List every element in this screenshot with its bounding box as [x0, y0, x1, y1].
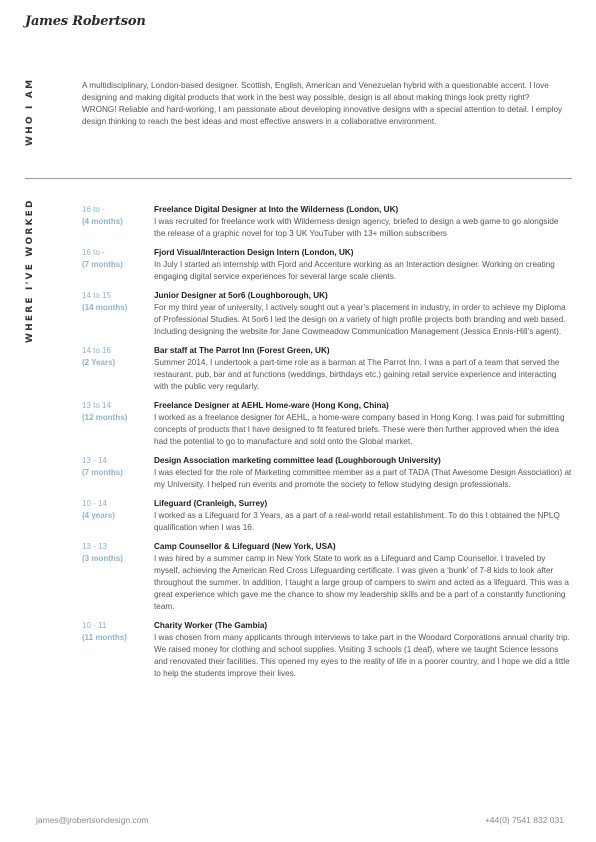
job-range: 13 to 14: [82, 401, 111, 410]
job-duration: (12 months): [82, 413, 128, 422]
job-duration: (7 months): [82, 260, 123, 269]
job-duration: (2 Years): [82, 358, 116, 367]
job-range: 14 to 15: [82, 291, 111, 300]
job-description: I was hired by a summer camp in New York State to work as a Lifeguard and Camp Counsellor. I traveled by myself, achieving the American Red Cross Lifeguarding certificate. I was given a ‘bunk’ of 7-8 kids to look after throughout the summer. In addition, I taught a large group of campers to swim and acted as a lifeguard. This was a great experience which gave me the chance to show my leadership skills and be a part of a constantly functioning team.: [154, 554, 569, 611]
job-period: [82, 400, 152, 424]
job-entry: [82, 345, 572, 393]
job-description: In July I started an internship with Fjord and Accenture working as an Interaction designer. Working on creating engaging digital service experiences for several large scale clients.: [154, 260, 555, 281]
job-title: Freelance Designer at AEHL Home-ware (Hong Kong, China): [154, 401, 389, 410]
job-description: I was elected for the role of Marketing committee member as a part of TADA (That Awesome Design Association) at my University. I helped run events and promote the society to fellow studying design professionals.: [154, 468, 572, 489]
job-description: I was chosen from many applicants through interviews to take part in the Woodard Corporations annual charity trip. We raised money for clothing and school supplies. Visiting 3 schools (1 deaf), where we taught Science lessons and renovated their facilities. This opened my eyes to the reality of life in a poorer country, and I hope we did a little to help the students improve their lives.: [154, 633, 570, 678]
job-period: [82, 620, 152, 644]
footer-email-link[interactable]: james@jrobertsondesign.com: [36, 815, 149, 825]
job-title: Freelance Digital Designer at Into the Wilderness (London, UK): [154, 205, 399, 214]
job-duration: (11 months): [82, 633, 127, 642]
job-title: Junior Designer at 5or6 (Loughborough, UK): [154, 291, 328, 300]
job-duration: (3 months): [82, 554, 123, 563]
section-divider: [25, 178, 572, 179]
job-description: I was recruited for freelance work with Wilderness design agency, briefed to design a web game to go alongside the release of a graphic novel for top 3 UK YouTuber with 13+ million subscribers: [154, 217, 559, 238]
job-duration: (4 months): [82, 217, 123, 226]
job-title: Fjord Visual/Interaction Design Intern (London, UK): [154, 248, 354, 257]
about-paragraph: A multidisciplinary, London-based designer. Scottish, English, American and Venezuelan hybrid with a questionable accent. I love designing and making digital products that work in the best way possible, design is all about making things look pretty right? WRONG! Reliable and hard-working, I am passionate about developing innovative designs with a special attention to detail. I employ design thinking to reach the best ideas and most effective answers in a collaborative environment.: [82, 81, 563, 126]
job-description: Summer 2014, I undertook a part-time role as a barman at The Parrot Inn. I was a part of a team that served the restaurant, pub, bar and at functions (weddings, birthdays etc.) gaining retail service experience and interacting with the public very regularly.: [154, 358, 560, 391]
job-title: Bar staff at The Parrot Inn (Forest Green, UK): [154, 346, 330, 355]
job-entry: [82, 204, 572, 240]
work-history-list: [82, 204, 572, 687]
job-duration: (7 months): [82, 468, 123, 477]
job-range: 13 - 13: [82, 542, 107, 551]
job-entry: [82, 620, 572, 680]
job-entry: [82, 400, 572, 448]
job-entry: [82, 541, 572, 613]
job-entry: [82, 455, 572, 491]
job-title: Camp Counsellor & Lifeguard (New York, USA): [154, 542, 336, 551]
footer-phone: +44(0) 7541 832 031: [484, 815, 564, 825]
job-description: I worked as a Lifeguard for 3 Years, as a part of a real-world retail establishment. To do this I obtained the NPLQ qualification when I was 16.: [154, 511, 560, 532]
job-description: For my third year of university, I actively sought out a year’s placement in industry, in order to achieve my Diploma of Professional Studies. At 5or6 I led the design on a variety of high profile projects both branding and web based. Including designing the website for Jane Cowmeadow Communication Management (Jessica Ennis-Hill’s agent).: [154, 303, 566, 336]
job-range: 10 - 14: [82, 499, 107, 508]
job-period: [82, 455, 152, 479]
job-title: Design Association marketing committee lead (Loughborough University): [154, 456, 441, 465]
job-entry: [82, 247, 572, 283]
job-range: 13 - 14: [82, 456, 107, 465]
job-period: [82, 290, 152, 314]
where-ive-worked-heading: WHERE I'VE WORKED: [25, 198, 35, 343]
job-description: I worked as a freelance designer for AEHL, a home-ware company based in Hong Kong. I was paid for submitting concepts of products that I have designed to fit featured briefs. These were then further approved when the idea had the potential to go to manufacture and sold onto the Global market.: [154, 413, 565, 446]
job-range: 16 to -: [82, 205, 105, 214]
job-period: [82, 345, 152, 369]
who-i-am-heading: WHO I AM: [25, 77, 35, 146]
job-duration: (4 years): [82, 511, 115, 520]
job-range: 16 to -: [82, 248, 105, 257]
job-period: [82, 204, 152, 228]
job-period: [82, 247, 152, 271]
job-period: [82, 541, 152, 565]
job-range: 10 - 11: [82, 621, 107, 630]
job-entry: [82, 498, 572, 534]
job-title: Lifeguard (Cranleigh, Surrey): [154, 499, 268, 508]
job-duration: (14 months): [82, 303, 128, 312]
job-range: 14 to 16: [82, 346, 111, 355]
job-period: [82, 498, 152, 522]
job-title: Charity Worker (The Gambia): [154, 621, 268, 630]
job-entry: [82, 290, 572, 338]
name-logo: James Robertson: [25, 14, 146, 29]
